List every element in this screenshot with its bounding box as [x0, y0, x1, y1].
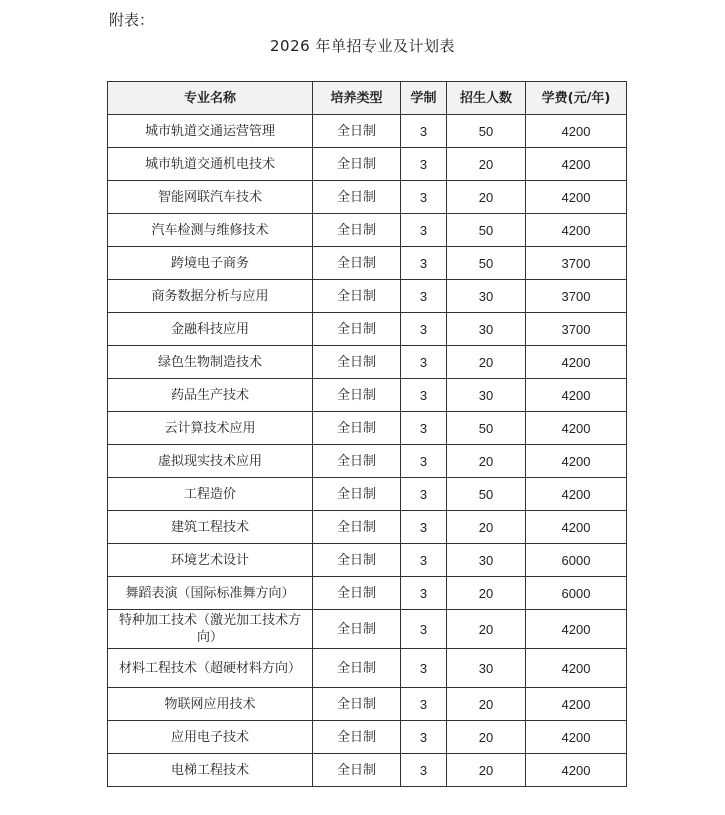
- study-type-cell: 全日制: [313, 247, 401, 280]
- major-name-cell: 城市轨道交通机电技术: [108, 148, 313, 181]
- enrollment-cell: 20: [447, 148, 526, 181]
- major-name-cell: 汽车检测与维修技术: [108, 214, 313, 247]
- table-row: [108, 313, 627, 346]
- study-type-cell: 全日制: [313, 721, 401, 754]
- header-tuition: 学费(元/年): [526, 82, 627, 115]
- table-row: [108, 214, 627, 247]
- major-name-cell: 商务数据分析与应用: [108, 280, 313, 313]
- study-type-cell: 全日制: [313, 688, 401, 721]
- table-row: [108, 754, 627, 787]
- duration-cell: 3: [401, 544, 447, 577]
- header-enrollment: 招生人数: [447, 82, 526, 115]
- duration-cell: 3: [401, 247, 447, 280]
- tuition-cell: 4200: [526, 649, 627, 688]
- duration-cell: 3: [401, 688, 447, 721]
- duration-cell: 3: [401, 346, 447, 379]
- major-name-cell: 环境艺术设计: [108, 544, 313, 577]
- major-name-cell: 云计算技术应用: [108, 412, 313, 445]
- major-name-cell: 城市轨道交通运营管理: [108, 115, 313, 148]
- enrollment-cell: 30: [447, 649, 526, 688]
- major-name-cell: 虚拟现实技术应用: [108, 445, 313, 478]
- enrollment-cell: 20: [447, 754, 526, 787]
- study-type-cell: 全日制: [313, 115, 401, 148]
- study-type-cell: 全日制: [313, 148, 401, 181]
- duration-cell: 3: [401, 754, 447, 787]
- major-name-cell: 应用电子技术: [108, 721, 313, 754]
- enrollment-plan-table: [107, 81, 627, 787]
- tuition-cell: 4200: [526, 688, 627, 721]
- duration-cell: 3: [401, 280, 447, 313]
- header-major-name: 专业名称: [108, 82, 313, 115]
- enrollment-cell: 20: [447, 511, 526, 544]
- table-row: [108, 577, 627, 610]
- major-name-cell: 绿色生物制造技术: [108, 346, 313, 379]
- tuition-cell: 4200: [526, 115, 627, 148]
- table-row: [108, 544, 627, 577]
- study-type-cell: 全日制: [313, 478, 401, 511]
- enrollment-cell: 50: [447, 247, 526, 280]
- table-row: [108, 649, 627, 688]
- appendix-caption: 附表：: [109, 11, 155, 29]
- tuition-cell: 4200: [526, 610, 627, 649]
- table-row: [108, 412, 627, 445]
- major-name-cell: 电梯工程技术: [108, 754, 313, 787]
- tuition-cell: 4200: [526, 346, 627, 379]
- enrollment-cell: 50: [447, 478, 526, 511]
- table-row: [108, 478, 627, 511]
- enrollment-cell: 50: [447, 412, 526, 445]
- duration-cell: 3: [401, 115, 447, 148]
- document-title: 2026 年单招专业及计划表: [270, 37, 455, 55]
- tuition-cell: 4200: [526, 148, 627, 181]
- study-type-cell: 全日制: [313, 181, 401, 214]
- tuition-cell: 4200: [526, 379, 627, 412]
- table-row: [108, 148, 627, 181]
- table-header-row: [108, 82, 627, 115]
- major-name-cell: 智能网联汽车技术: [108, 181, 313, 214]
- study-type-cell: 全日制: [313, 445, 401, 478]
- enrollment-cell: 50: [447, 214, 526, 247]
- duration-cell: 3: [401, 445, 447, 478]
- major-name-cell: 跨境电子商务: [108, 247, 313, 280]
- major-name-cell: 工程造价: [108, 478, 313, 511]
- tuition-cell: 3700: [526, 280, 627, 313]
- duration-cell: 3: [401, 511, 447, 544]
- enrollment-cell: 20: [447, 688, 526, 721]
- table-row: [108, 511, 627, 544]
- duration-cell: 3: [401, 379, 447, 412]
- header-study-type: 培养类型: [313, 82, 401, 115]
- table-row: [108, 247, 627, 280]
- duration-cell: 3: [401, 721, 447, 754]
- table-row: [108, 280, 627, 313]
- study-type-cell: 全日制: [313, 649, 401, 688]
- tuition-cell: 4200: [526, 181, 627, 214]
- duration-cell: 3: [401, 649, 447, 688]
- enrollment-cell: 20: [447, 610, 526, 649]
- enrollment-cell: 30: [447, 313, 526, 346]
- tuition-cell: 3700: [526, 247, 627, 280]
- tuition-cell: 6000: [526, 544, 627, 577]
- study-type-cell: 全日制: [313, 379, 401, 412]
- tuition-cell: 4200: [526, 478, 627, 511]
- table-row: [108, 115, 627, 148]
- tuition-cell: 4200: [526, 214, 627, 247]
- tuition-cell: 6000: [526, 577, 627, 610]
- table-row: [108, 346, 627, 379]
- enrollment-cell: 20: [447, 577, 526, 610]
- major-name-cell: 特种加工技术（激光加工技术方向）: [108, 610, 313, 649]
- study-type-cell: 全日制: [313, 544, 401, 577]
- tuition-cell: 4200: [526, 412, 627, 445]
- tuition-cell: 4200: [526, 754, 627, 787]
- major-name-cell: 金融科技应用: [108, 313, 313, 346]
- table-body: [108, 115, 627, 787]
- duration-cell: 3: [401, 181, 447, 214]
- table-row: [108, 688, 627, 721]
- tuition-cell: 4200: [526, 511, 627, 544]
- study-type-cell: 全日制: [313, 610, 401, 649]
- study-type-cell: 全日制: [313, 313, 401, 346]
- study-type-cell: 全日制: [313, 577, 401, 610]
- duration-cell: 3: [401, 148, 447, 181]
- table-row: [108, 721, 627, 754]
- tuition-cell: 3700: [526, 313, 627, 346]
- enrollment-cell: 20: [447, 181, 526, 214]
- duration-cell: 3: [401, 214, 447, 247]
- table-row: [108, 181, 627, 214]
- study-type-cell: 全日制: [313, 214, 401, 247]
- enrollment-cell: 30: [447, 544, 526, 577]
- study-type-cell: 全日制: [313, 511, 401, 544]
- tuition-cell: 4200: [526, 445, 627, 478]
- enrollment-cell: 20: [447, 346, 526, 379]
- major-name-cell: 舞蹈表演（国际标准舞方向）: [108, 577, 313, 610]
- duration-cell: 3: [401, 577, 447, 610]
- duration-cell: 3: [401, 313, 447, 346]
- major-name-cell: 建筑工程技术: [108, 511, 313, 544]
- major-name-cell: 药品生产技术: [108, 379, 313, 412]
- study-type-cell: 全日制: [313, 412, 401, 445]
- duration-cell: 3: [401, 412, 447, 445]
- enrollment-cell: 30: [447, 280, 526, 313]
- tuition-cell: 4200: [526, 721, 627, 754]
- study-type-cell: 全日制: [313, 754, 401, 787]
- enrollment-cell: 50: [447, 115, 526, 148]
- study-type-cell: 全日制: [313, 280, 401, 313]
- enrollment-cell: 20: [447, 721, 526, 754]
- duration-cell: 3: [401, 478, 447, 511]
- enrollment-cell: 20: [447, 445, 526, 478]
- major-name-cell: 材料工程技术（超硬材料方向）: [108, 649, 313, 688]
- major-name-cell: 物联网应用技术: [108, 688, 313, 721]
- study-type-cell: 全日制: [313, 346, 401, 379]
- table-row: [108, 445, 627, 478]
- table-row: [108, 379, 627, 412]
- enrollment-cell: 30: [447, 379, 526, 412]
- header-duration: 学制: [401, 82, 447, 115]
- duration-cell: 3: [401, 610, 447, 649]
- table-row: [108, 610, 627, 649]
